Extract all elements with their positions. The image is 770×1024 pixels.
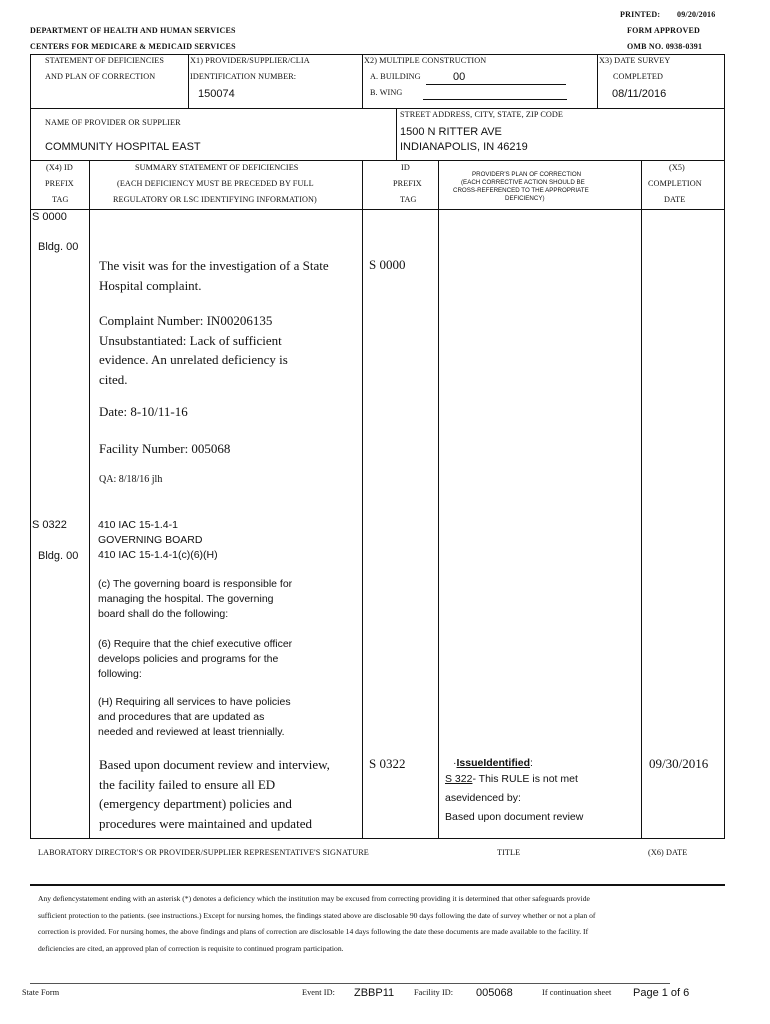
provider-name-label: NAME OF PROVIDER OR SUPPLIER xyxy=(45,118,181,127)
issue-bullet: · xyxy=(453,757,457,769)
footnote-text: Any defiencystatement ending with an asterisk (*) denotes a deficiency which the institution may be excused from correcting providing it is determined that other safeguards provide sufficient protection to the patients. (see instructions.) Except for nursing homes, the findings stated above are disclosable 90 days following the date of survey whether or not a plan of correction is provided. For nursing homes, the above findings and plans of correction are disclosable 14 days following the date these documents are made available to the facility. If deficiencies are cited, an approved plan of correction is requisite to continued program participation. xyxy=(38,894,596,953)
page-number: Page 1 of 6 xyxy=(633,987,690,999)
summary-header-2: (EACH DEFICIENCY MUST BE PRECEDED BY FULL xyxy=(117,179,314,188)
regulation-line-1: 410 IAC 15-1.4-1 xyxy=(98,519,178,531)
provider-id-label-1: X1) PROVIDER/SUPPLIER/CLIA xyxy=(190,56,310,65)
statement-label-1: STATEMENT OF DEFICIENCIES xyxy=(45,56,165,65)
facility-id-label: Facility ID: xyxy=(414,988,454,997)
id-header-3: TAG xyxy=(400,195,417,204)
address-label: STREET ADDRESS, CITY, STATE, ZIP CODE xyxy=(400,110,564,119)
bldg-label-1: Bldg. 00 xyxy=(38,241,79,253)
statement-label-2: AND PLAN OF CORRECTION xyxy=(45,72,156,81)
summary-header-1: SUMMARY STATEMENT OF DEFICIENCIES xyxy=(135,163,299,172)
x5-header-2: COMPLETION xyxy=(648,179,702,188)
s322-link[interactable]: S 322 xyxy=(445,773,473,785)
plan-header-4: DEFICIENCY) xyxy=(505,195,545,202)
address-line-2: INDIANAPOLIS, IN 46219 xyxy=(400,141,528,153)
printed-date: 09/20/2016 xyxy=(677,10,716,19)
x4-header-3: TAG xyxy=(52,195,69,204)
issue-colon: : xyxy=(530,757,533,769)
plan-header-3: CROSS-REFERENCED TO THE APPROPRIATE xyxy=(453,187,589,194)
form-approved: FORM APPROVED xyxy=(627,26,701,35)
bldg-label-2: Bldg. 00 xyxy=(38,550,79,562)
date-survey-label-2: COMPLETED xyxy=(613,72,664,81)
complaint-text: Complaint Number: IN00206135 Unsubstantiated: Lack of sufficient evidence. An unrelated deficiency is cited. xyxy=(99,313,288,387)
qa-text: QA: 8/18/16 jlh xyxy=(99,474,163,485)
provider-number: 150074 xyxy=(198,88,235,100)
department-title: DEPARTMENT OF HEALTH AND HUMAN SERVICES xyxy=(30,26,236,35)
plan-header-2: (EACH CORRECTIVE ACTION SHOULD BE xyxy=(461,179,585,186)
plan-header-1: PROVIDER'S PLAN OF CORRECTION xyxy=(472,171,582,178)
omb-number: OMB NO. 0938-0391 xyxy=(627,42,703,51)
date-survey-label-1: X3) DATE SURVEY xyxy=(599,56,671,65)
x6-date-label: (X6) DATE xyxy=(648,848,688,857)
building-label: A. BUILDING xyxy=(370,72,421,81)
event-id-label: Event ID: xyxy=(302,988,335,997)
provider-name: COMMUNITY HOSPITAL EAST xyxy=(45,141,201,153)
continuation-label: If continuation sheet xyxy=(542,988,612,997)
regulation-line-2: GOVERNING BOARD xyxy=(98,534,203,546)
based-right-text: Based upon document review xyxy=(445,811,584,823)
facility-number-text: Facility Number: 005068 xyxy=(99,441,231,456)
wing-label: B. WING xyxy=(370,88,403,97)
signature-label: LABORATORY DIRECTOR'S OR PROVIDER/SUPPLIER REPRESENTATIVE'S SIGNATURE xyxy=(38,848,369,857)
multiple-construction-label: X2) MULTIPLE CONSTRUCTION xyxy=(364,56,487,65)
tag-s0000: S 0000 xyxy=(32,211,67,223)
state-form-label: State Form xyxy=(22,988,60,997)
id-header-1: ID xyxy=(401,163,410,172)
facility-id-value: 005068 xyxy=(476,987,513,999)
title-label: TITLE xyxy=(497,848,521,857)
x5-header-1: (X5) xyxy=(669,163,685,172)
centers-title: CENTERS FOR MEDICARE & MEDICAID SERVICES xyxy=(30,42,236,51)
x5-header-3: DATE xyxy=(664,195,686,204)
asevidenced-text: asevidenced by: xyxy=(445,792,521,804)
event-id-value: ZBBP11 xyxy=(354,987,395,999)
x4-header-2: PREFIX xyxy=(45,179,74,188)
completion-date: 09/30/2016 xyxy=(649,756,709,771)
based-upon-text: Based upon document review and interview, the facility failed to ensure all ED (emergency department) policies and procedures were maintained and updated xyxy=(99,757,330,831)
tag-s0000-right: S 0000 xyxy=(369,257,406,272)
paragraph-c: (c) The governing board is responsible for managing the hospital. The governing board shall do the following: xyxy=(98,578,293,620)
issue-identified-label: IssueIdentified xyxy=(456,757,531,769)
issue-identified-line xyxy=(445,757,533,769)
tag-s0322: S 0322 xyxy=(32,519,67,531)
paragraph-h: (H) Requiring all services to have policies and procedures that are updated as needed and reviewed at least triennially. xyxy=(98,696,291,738)
id-header-2: PREFIX xyxy=(393,179,422,188)
visit-text: The visit was for the investigation of a State Hospital complaint. xyxy=(99,258,329,293)
provider-id-label-2: IDENTIFICATION NUMBER: xyxy=(190,72,297,81)
summary-header-3: REGULATORY OR LSC IDENTIFYING INFORMATION) xyxy=(113,195,317,204)
paragraph-6: (6) Require that the chief executive officer develops policies and programs for the following: xyxy=(98,638,293,680)
s322-line xyxy=(445,773,578,785)
building-value: 00 xyxy=(453,71,466,83)
x4-header-1: (X4) ID xyxy=(46,163,73,172)
survey-date: 08/11/2016 xyxy=(612,88,667,100)
address-line-1: 1500 N RITTER AVE xyxy=(400,126,502,138)
survey-dates-text: Date: 8-10/11-16 xyxy=(99,404,188,419)
printed-label: PRINTED: xyxy=(620,10,661,19)
s322-rest: - This RULE is not met xyxy=(472,773,578,785)
tag-s0322-right: S 0322 xyxy=(369,756,406,771)
regulation-line-3: 410 IAC 15-1.4-1(c)(6)(H) xyxy=(98,549,218,561)
